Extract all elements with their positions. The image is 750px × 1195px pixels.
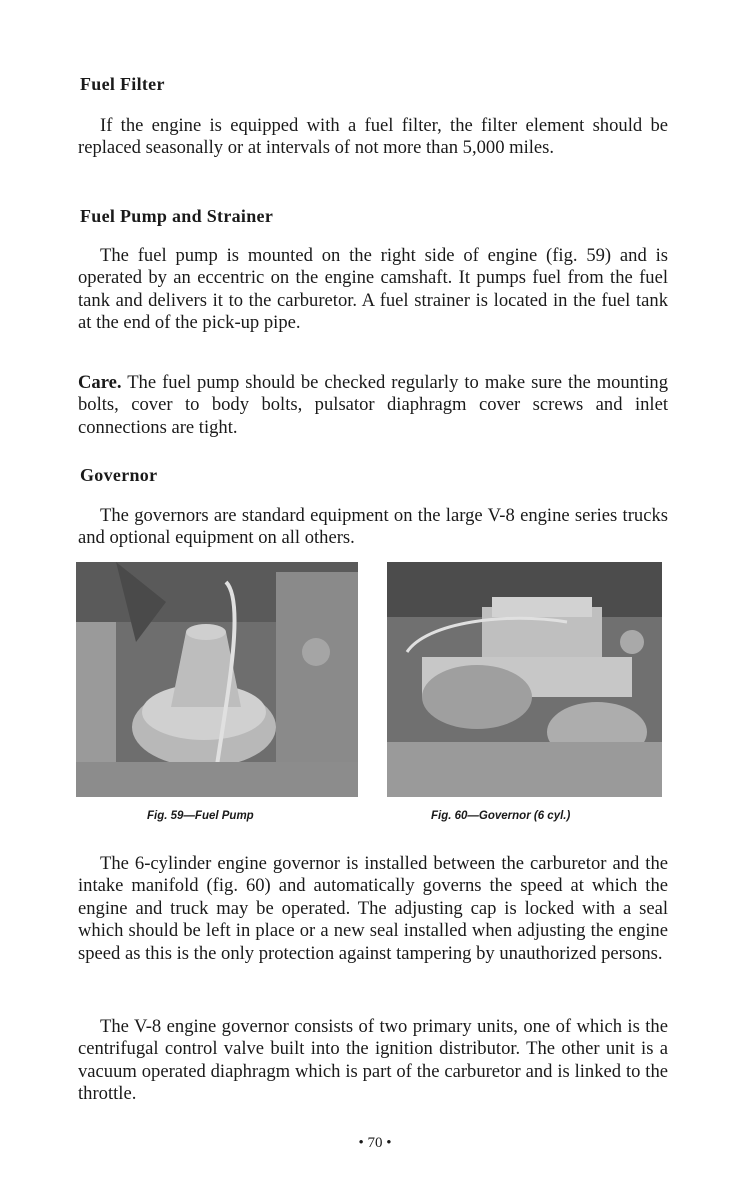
fuel-pump-paragraph: The fuel pump is mounted on the right side of engine (fig. 59) and is operated by an eccentric on the engine camshaft. It pumps fuel from the fuel tank and delivers it to the carburetor. A fuel strainer is located in the fuel tank at the end of the pick-up pipe. xyxy=(78,245,668,334)
governor-photo xyxy=(387,562,662,797)
fuel-pump-care-paragraph xyxy=(78,372,668,439)
care-text: The fuel pump should be checked regularly to make sure the mounting bolts, cover to body bolts, pulsator diaphragm cover screws and inlet connections are tight. xyxy=(78,372,668,438)
governor-v8-paragraph: The V-8 engine governor consists of two primary units, one of which is the centrifugal control valve built into the ignition distributor. The other unit is a vacuum operated diaphragm which is part of the carburetor and is linked to the throttle. xyxy=(78,1016,668,1105)
fuel-filter-paragraph: If the engine is equipped with a fuel filter, the filter element should be replaced seasonally or at intervals of not more than 5,000 miles. xyxy=(78,115,668,159)
fuel-pump-heading: Fuel Pump and Strainer xyxy=(80,206,274,226)
fig-59-caption: Fig. 59—Fuel Pump xyxy=(147,810,254,822)
care-label: Care. xyxy=(78,372,122,393)
page-number: • 70 • xyxy=(358,1135,392,1151)
governor-intro-paragraph: The governors are standard equipment on the large V-8 engine series trucks and optional equipment on all others. xyxy=(78,505,668,549)
fuel-filter-heading: Fuel Filter xyxy=(80,74,165,94)
fuel-pump-photo xyxy=(76,562,358,797)
governor-6cyl-paragraph: The 6-cylinder engine governor is installed between the carburetor and the intake manifold (fig. 60) and automatically governs the speed at which the engine and truck may be operated. The adjusting cap is locked with a seal which should be left in place or a new seal installed when adjusting the engine speed as this is the only protection against tampering by unauthorized persons. xyxy=(78,853,668,964)
fig-60-caption: Fig. 60—Governor (6 cyl.) xyxy=(431,810,571,822)
governor-heading: Governor xyxy=(80,465,158,485)
